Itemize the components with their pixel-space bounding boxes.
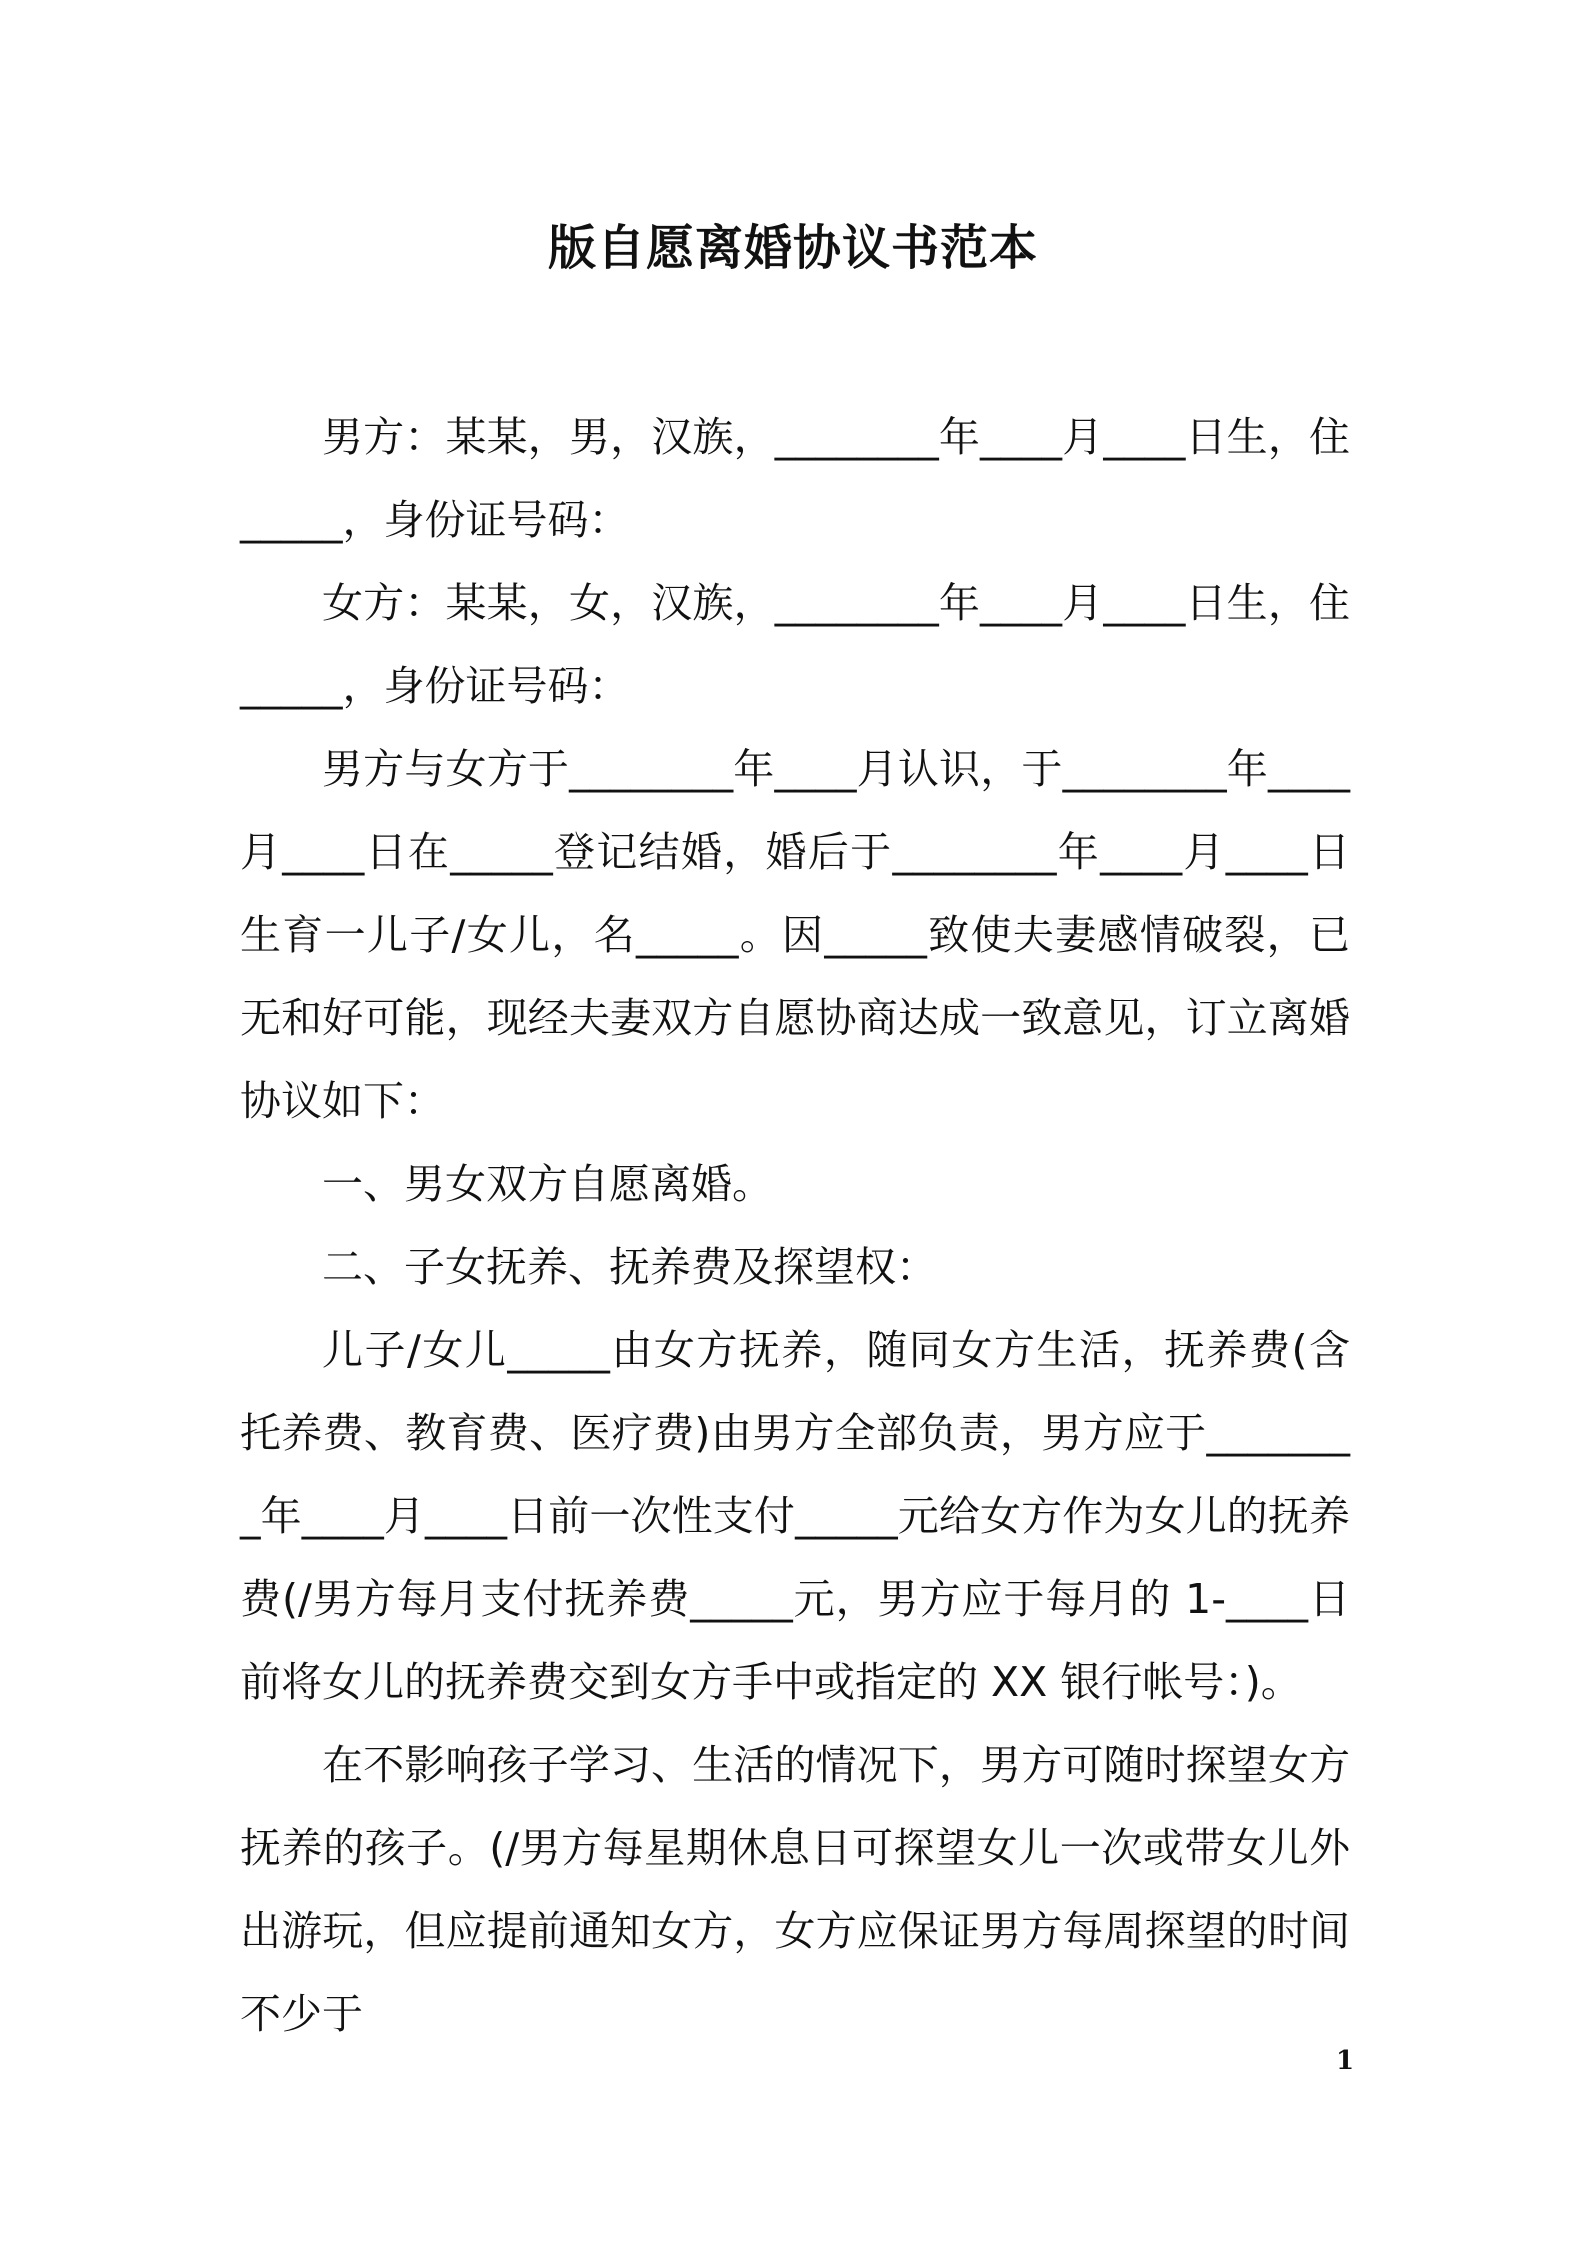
paragraph-male-party: 男方：某某，男，汉族，________年____月____日生，住_____，身份证号码： — [240, 413, 1350, 544]
paragraph-female-party: 女方：某某，女，汉族，________年____月____日生，住_____，身份证号码： — [240, 579, 1350, 710]
paragraph-clause-1: 一、男女双方自愿离婚。 — [322, 1160, 773, 1208]
paragraph-child-support: 儿子/女儿_____由女方抚养，随同女方生活，抚养费(含托养费、教育费、医疗费)由男方全部负责，男方应于________年____月____日前一次性支付_____元给女方作为女儿的抚养费(/男方每月支付抚养费_____元，男方应于每月的 1-____日前将女儿的抚养费交到女方手中或指定的 XX 银行帐号：)。 — [240, 1326, 1350, 1706]
page-number: 1 — [1335, 2046, 1355, 2076]
paragraph-clause-2-heading: 二、子女抚养、抚养费及探望权： — [322, 1243, 937, 1291]
paragraph-marriage-background: 男方与女方于________年____月认识，于________年____月____日在_____登记结婚，婚后于________年____月____日生育一儿子/女儿，名_____。因_____致使夫妻感情破裂，已无和好可能，现经夫妻双方自愿协商达成一致意见，订立离婚协议如下： — [240, 745, 1350, 1125]
paragraph-visitation: 在不影响孩子学习、生活的情况下，男方可随时探望女方抚养的孩子。(/男方每星期休息日可探望女儿一次或带女儿外出游玩，但应提前通知女方，女方应保证男方每周探望的时间不少于 — [240, 1741, 1350, 2038]
document-title: 版自愿离婚协议书范本 — [547, 220, 1038, 276]
document-body — [240, 396, 1350, 2056]
